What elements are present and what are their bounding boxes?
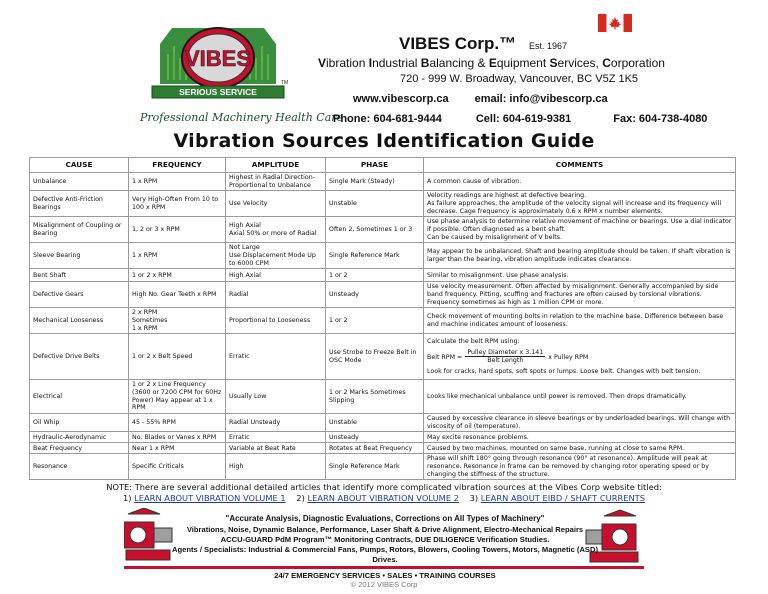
link-vibration-volume-2[interactable]: LEARN ABOUT VIBRATION VOLUME 2 [307, 493, 459, 504]
cell-cause [30, 334, 129, 380]
cell-line: As failure approaches, the amplitude of the velocity signal will increase and its frequency will decrease. Cage frequency is approximately 0.6 x RPM x number elements. [427, 200, 722, 215]
cell-line: 1 or 2 x Belt Speed [132, 353, 193, 361]
cell-cause [30, 454, 129, 480]
cell-line: Use Displacement Mode Up to 6000 CPM [229, 252, 316, 267]
header-cause: CAUSE [30, 158, 129, 173]
cell-amplitude [226, 432, 326, 443]
web-contact-line [353, 93, 608, 105]
cell-line: Defective Drive Belts [33, 353, 100, 361]
cell-frequency [129, 308, 226, 334]
cell-line: Unsteady [329, 433, 359, 441]
cell-amplitude [226, 217, 326, 243]
cell-phase [326, 282, 424, 308]
cell-amplitude [226, 282, 326, 308]
cell-line: High No. Gear Teeth x RPM [132, 291, 217, 299]
cell-amplitude [226, 173, 326, 191]
cell-comments [424, 432, 736, 443]
cell-cause [30, 414, 129, 432]
cell-line: Variable at Beat Rate [229, 444, 296, 452]
cell-cause [30, 308, 129, 334]
note-links [0, 493, 768, 504]
cell-line: 1 or 2 Marks Sometimes Slipping [329, 389, 406, 404]
header-frequency: FREQUENCY [129, 158, 226, 173]
cell-comments [424, 243, 736, 269]
cell-line: Unbalance [33, 177, 67, 185]
vibes-logo [140, 14, 296, 110]
cell-line: High Axial [229, 271, 261, 279]
cell-frequency [129, 334, 226, 380]
cell-line: (3600 or 7200 CPM for 60Hz Power) May appear at 1 x RPM [132, 389, 222, 412]
cell-line: Use velocity measurement. Often affected by misalignment. Generally accompanied by side band frequency. Pitting, scuffing and fractures are often caused by torsional vibrations. Frequency sometimes as high as 1 million CPM or more. [427, 283, 719, 306]
cell-line: Caused by two machines, mounted on same base, running at close to same RPM. [427, 444, 685, 452]
cell-amplitude [226, 443, 326, 454]
cell-line: Phase will shift 180° going through resonance (90° at resonance). Amplitude will peak at resonance. Resonance in frame can be removed by changing rotor operating speed or by changing the stiffness of the structure. [427, 455, 709, 478]
cell-line: 2 x RPM [132, 309, 158, 317]
cell-line: 1, 2 or 3 x RPM [132, 226, 180, 234]
belt-fraction [465, 349, 545, 365]
cell-cause [30, 269, 129, 282]
cell-line: Use Velocity [229, 200, 268, 208]
cell-line: Unstable [329, 418, 357, 426]
cell-comments [424, 173, 736, 191]
cell-amplitude [226, 269, 326, 282]
table-row [30, 443, 736, 454]
link-number-2: 2) [296, 493, 305, 504]
link-number-3: 3) [469, 493, 479, 504]
cell-line: Single Reference Mark [329, 463, 400, 471]
cell-amplitude [226, 380, 326, 414]
cell-line: 1 x RPM [132, 177, 158, 185]
company-address: 720 - 999 W. Broadway, Vancouver, BC V5Z 1K5 [400, 73, 639, 85]
cell-line: 1 or 2 [329, 317, 348, 325]
cell-line: Specific Criticals [132, 463, 184, 471]
table-row [30, 432, 736, 443]
cell-line: Very High-Often From 10 to 100 x RPM [132, 196, 219, 211]
cell-line: Not Large [229, 244, 260, 252]
cell-line: Use Strobe to Freeze Belt in OSC Mode [329, 349, 417, 364]
cell-line: May excite resonance problems. [427, 433, 529, 441]
cell-phase [326, 334, 424, 380]
name-initial: B [420, 56, 430, 70]
cell-line: Electrical [33, 392, 62, 400]
cell-comments [424, 454, 736, 480]
logo-text: VIBES [184, 46, 252, 71]
cell-line: Often 2, Sometimes 1 or 3 [329, 226, 413, 234]
table-row [30, 269, 736, 282]
cell-phase [326, 308, 424, 334]
cell-cause [30, 243, 129, 269]
cell-frequency [129, 217, 226, 243]
cell-line: Single Mark (Steady) [329, 177, 395, 185]
cell-line: Misalignment of Coupling or Bearing [33, 222, 122, 237]
cell-line: No. Blades or Vanes x RPM [132, 433, 217, 441]
cell-line: Oil Whip [33, 418, 60, 426]
logo-trademark: TM [281, 80, 289, 86]
website-link[interactable]: www.vibescorp.ca [353, 93, 449, 105]
name-initial: V [318, 56, 327, 70]
cell-line: Axial 50% or more of Radial [229, 229, 317, 237]
page-title: Vibration Sources Identification Guide [173, 130, 595, 152]
cell-phase [326, 432, 424, 443]
cell-line: 1 x RPM [132, 324, 158, 332]
cell-line: 1 or 2 x RPM [132, 271, 172, 279]
cell-frequency [129, 173, 226, 191]
cell-line: Erratic [229, 433, 250, 441]
banner-quote: "Accurate Analysis, Diagnostic Evaluations, Corrections on All Types of Machinery" [225, 514, 545, 523]
cell-line: Single Reference Mark [329, 252, 400, 260]
phone-contact-line [333, 113, 707, 125]
established-year: Est. 1967 [529, 41, 568, 51]
name-rest: quipment [496, 56, 550, 70]
cell-comments [424, 308, 736, 334]
name-initial: I [368, 56, 373, 70]
cell-comments [424, 191, 736, 217]
cell-amplitude [226, 191, 326, 217]
cell-line: Radial Unsteady [229, 418, 281, 426]
cell-phase [326, 454, 424, 480]
cell-number: Cell: 604-619-9381 [475, 113, 572, 125]
company-full-name [318, 56, 665, 70]
name-rest: ervices, [557, 56, 603, 70]
banner-agents: Agents / Specialists: Industrial & Commercial Fans, Pumps, Rotors, Blowers, Cooling Towers, Motors, Magnetic (ASD) Drives. [171, 544, 599, 564]
cell-line: Resonance [33, 463, 68, 471]
cell-frequency [129, 269, 226, 282]
cell-line: Erratic [229, 353, 250, 361]
belt-denominator: Belt Length [487, 357, 524, 365]
cell-line: Caused by excessive clearance in sleeve bearings or by underloaded bearings. Will change with viscosity of oil (temperature). [427, 415, 731, 430]
cell-line: Looks like mechanical unbalance until power is removed. Then drops dramatically. [427, 392, 687, 400]
banner-programs: ACCU-GUARD PdM Program™ Monitoring Contracts, DUE DILIGENCE Verification Studies. [220, 534, 550, 544]
cell-cause [30, 443, 129, 454]
banner-services: Vibrations, Noise, Dynamic Balance, Performance, Laser Shaft & Drive Alignment, Electro-Mechanical Repairs [186, 524, 584, 534]
cell-amplitude [226, 243, 326, 269]
table-row [30, 191, 736, 217]
tagline: Professional Machinery Health Care [140, 111, 344, 124]
cell-comments [424, 217, 736, 243]
belt-formula [427, 346, 732, 368]
cell-line: Rotates at Beat Frequency [329, 444, 413, 452]
cell-phase [326, 173, 424, 191]
table-row [30, 308, 736, 334]
cell-frequency [129, 282, 226, 308]
cell-phase [326, 243, 424, 269]
cell-frequency [129, 380, 226, 414]
cell-line: May appear to be unbalanced. Shaft and bearing amplitude should be taken. If shaft vibration is larger than the bearing, vibration amplitude indicates clearance. [427, 248, 731, 263]
cell-phase [326, 380, 424, 414]
cell-cause [30, 380, 129, 414]
cell-line: Proportional to Unbalance [229, 181, 311, 189]
cell-phase [326, 443, 424, 454]
cell-line: A common cause of vibration. [427, 177, 522, 185]
header-amplitude: AMPLITUDE [226, 158, 326, 173]
cell-line: Highest in Radial Direction- [229, 174, 316, 181]
cell-line: High [229, 463, 244, 471]
cell-cause [30, 432, 129, 443]
phone-number: Phone: 604-681-9444 [333, 113, 442, 125]
table-row [30, 282, 736, 308]
cell-comments [424, 414, 736, 432]
name-initial: C [602, 56, 611, 70]
cell-phase [326, 414, 424, 432]
logo-banner-text: SERIOUS SERVICE [179, 87, 257, 97]
header-phase: PHASE [326, 158, 424, 173]
fax-number: Fax: 604-738-4080 [613, 113, 708, 125]
cell-line: Mechanical Looseness [33, 317, 104, 325]
table-row [30, 173, 736, 191]
table-row [30, 243, 736, 269]
table-row [30, 334, 736, 380]
link-vibration-volume-1[interactable]: LEARN ABOUT VIBRATION VOLUME 1 [134, 493, 286, 504]
cell-phase [326, 191, 424, 217]
link-number-1: 1) [122, 493, 132, 504]
cell-frequency [129, 243, 226, 269]
cell-line: Near 1 x RPM [132, 444, 175, 452]
banner-emergency: 24/7 EMERGENCY SERVICES • SALES • TRAINING COURSES [274, 570, 496, 580]
cell-phase [326, 217, 424, 243]
cell-comments [424, 282, 736, 308]
cell-frequency [129, 432, 226, 443]
note-text: NOTE: There are several additional detailed articles that identify more complicated vibration sources at the Vibes Corp website titled: [106, 482, 662, 492]
cell-amplitude [226, 334, 326, 380]
cell-line: Proportional to Looseness [229, 317, 311, 325]
canada-flag-icon [598, 14, 632, 32]
cell-line: Use phase analysis to determine relative movement of machine or bearings. Use a dial indicator if possible. Often diagnosed as a bent shaft. [427, 218, 732, 234]
cell-comments [424, 334, 736, 380]
cell-line: Sometimes [132, 317, 168, 325]
cell-line: Defective Gears [33, 291, 84, 299]
name-initial: E [488, 56, 497, 70]
cell-phase [326, 269, 424, 282]
cell-line: Beat Frequency [33, 444, 83, 452]
cell-cause [30, 217, 129, 243]
cell-line: 45 - 55% RPM [132, 418, 176, 426]
cell-line: Unsteady [329, 291, 359, 299]
name-rest: ndustrial [372, 56, 421, 70]
copyright: © 2012 VIBES Corp [350, 580, 418, 589]
cell-line: 1 or 2 x Line Frequency [132, 381, 206, 389]
cell-line: Velocity readings are highest at defective bearing. [427, 192, 587, 200]
belt-outro: Look for cracks, hard spots, soft spots or lumps. Loose belt. Changes with belt tension. [427, 368, 701, 376]
table-header-row [30, 158, 736, 173]
name-rest: orporation [610, 56, 665, 70]
name-initial: S [549, 56, 558, 70]
company-name: VIBES Corp.™ [399, 34, 517, 53]
cell-cause [30, 191, 129, 217]
note [0, 482, 768, 504]
cell-line: High Axial [229, 222, 261, 230]
cell-frequency [129, 414, 226, 432]
cell-line: Similar to misalignment. Use phase analysis. [427, 271, 569, 279]
table-body [30, 173, 736, 480]
cell-line: 1 or 2 [329, 271, 348, 279]
cell-frequency [129, 191, 226, 217]
cell-line: Radial [229, 291, 249, 299]
cell-frequency [129, 454, 226, 480]
cell-frequency [129, 443, 226, 454]
services-banner [160, 514, 610, 581]
cell-cause [30, 173, 129, 191]
belt-formula-rhs: x Pulley RPM [548, 353, 589, 361]
cell-line: Hydraulic-Aerodynamic [33, 433, 107, 441]
belt-formula-lhs: Belt RPM = [427, 353, 463, 361]
cell-line: Unstable [329, 200, 357, 208]
email-link[interactable]: email: info@vibescorp.ca [474, 93, 608, 105]
cell-comments [424, 380, 736, 414]
vibration-sources-table [29, 157, 736, 480]
table-row [30, 414, 736, 432]
table-row [30, 454, 736, 480]
name-rest: ibration [326, 56, 369, 70]
cell-amplitude [226, 414, 326, 432]
cell-line: Usually Low [229, 392, 267, 400]
cell-cause [30, 282, 129, 308]
belt-intro: Calculate the belt RPM using: [427, 338, 520, 346]
cell-line: 1 x RPM [132, 252, 158, 260]
name-rest: alancing & [429, 56, 489, 70]
cell-comments [424, 269, 736, 282]
cell-amplitude [226, 308, 326, 334]
cell-amplitude [226, 454, 326, 480]
cell-line: Check movement of mounting bolts in relation to the machine base. Difference between base and machine indicates amount of looseness. [427, 313, 724, 328]
header-comments: COMMENTS [424, 158, 736, 173]
cell-line: Sleeve Bearing [33, 252, 81, 260]
belt-numerator: Pulley Diameter x 3.141 [467, 348, 544, 356]
cell-line: Defective Anti-Friction Bearings [33, 196, 103, 211]
table-row [30, 380, 736, 414]
cell-line: Bent Shaft [33, 271, 67, 279]
cell-line: Can be caused by misalignment of V belts. [427, 233, 563, 241]
link-eibd-shaft-currents[interactable]: LEARN ABOUT EIBD / SHAFT CURRENTS [480, 493, 646, 504]
table-row [30, 217, 736, 243]
cell-comments [424, 443, 736, 454]
